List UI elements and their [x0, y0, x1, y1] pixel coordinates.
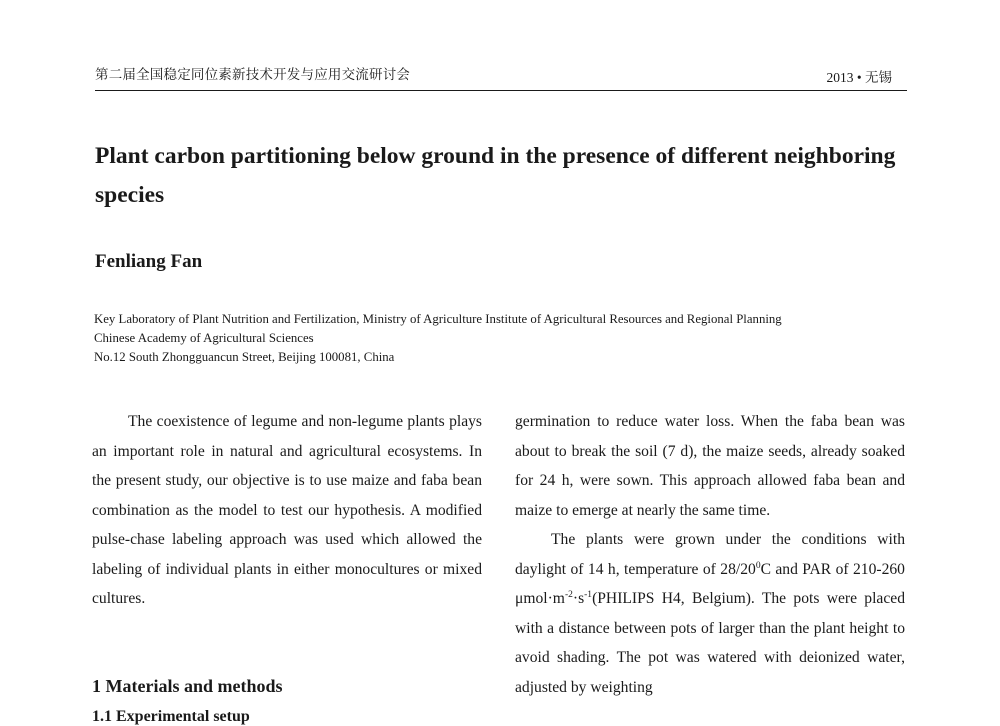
left-column: [92, 407, 482, 614]
growth-text-a: The plants were grown under the conditions with daylight of 14 h, temperature of 28/20: [515, 531, 905, 578]
s-exponent-superscript: -1: [584, 590, 593, 600]
running-header-year-place: 2013 • 无锡: [826, 70, 892, 85]
affiliation-block: [94, 310, 924, 367]
affiliation-line-2: Chinese Academy of Agricultural Sciences: [94, 331, 314, 345]
header-rule: [95, 90, 907, 91]
growth-text-c: ·s: [572, 590, 585, 607]
section-heading-materials-methods: 1 Materials and methods: [92, 676, 283, 696]
paper-title: Plant carbon partitioning below ground in the presence of different neighboring species: [95, 143, 896, 208]
running-header-conference: 第二届全国稳定同位素新技术开发与应用交流研讨会: [95, 67, 411, 82]
germination-paragraph: germination to reduce water loss. When the faba bean was about to break the soil (7 d), the maize seeds, already soaked for 24 h, were sown. This approach allowed faba bean and maize to emerge at nearly the same time.: [515, 413, 905, 519]
affiliation-line-1: Key Laboratory of Plant Nutrition and Fertilization, Ministry of Agriculture Institute of Agricultural Resources and Regional Planning: [94, 312, 782, 326]
m-exponent-superscript: -2: [564, 590, 573, 600]
growth-text-d: (PHILIPS H4, Belgium). The pots were placed with a distance between pots of larger than the plant height to avoid shading. The pot was watered with deionized water, adjusted by weighting: [515, 590, 905, 696]
degree-superscript: 0: [755, 560, 761, 571]
author-name: Fenliang Fan: [95, 251, 203, 272]
subsection-heading-experimental-setup: 1.1 Experimental setup: [92, 708, 250, 725]
affiliation-line-3: No.12 South Zhongguancun Street, Beijing 100081, China: [94, 350, 395, 364]
growth-text-b: C and PAR of 210-260 μmol·m: [515, 560, 905, 607]
right-column: [515, 407, 905, 702]
intro-paragraph: The coexistence of legume and non-legume plants plays an important role in natural and agricultural ecosystems. In the present study, our objective is to use maize and faba bean combination as the model to test our hypothesis. A modified pulse-chase labeling approach was used which allowed the labeling of individual plants in either monocultures or mixed cultures.: [92, 413, 482, 607]
growth-conditions-paragraph: [515, 525, 905, 702]
